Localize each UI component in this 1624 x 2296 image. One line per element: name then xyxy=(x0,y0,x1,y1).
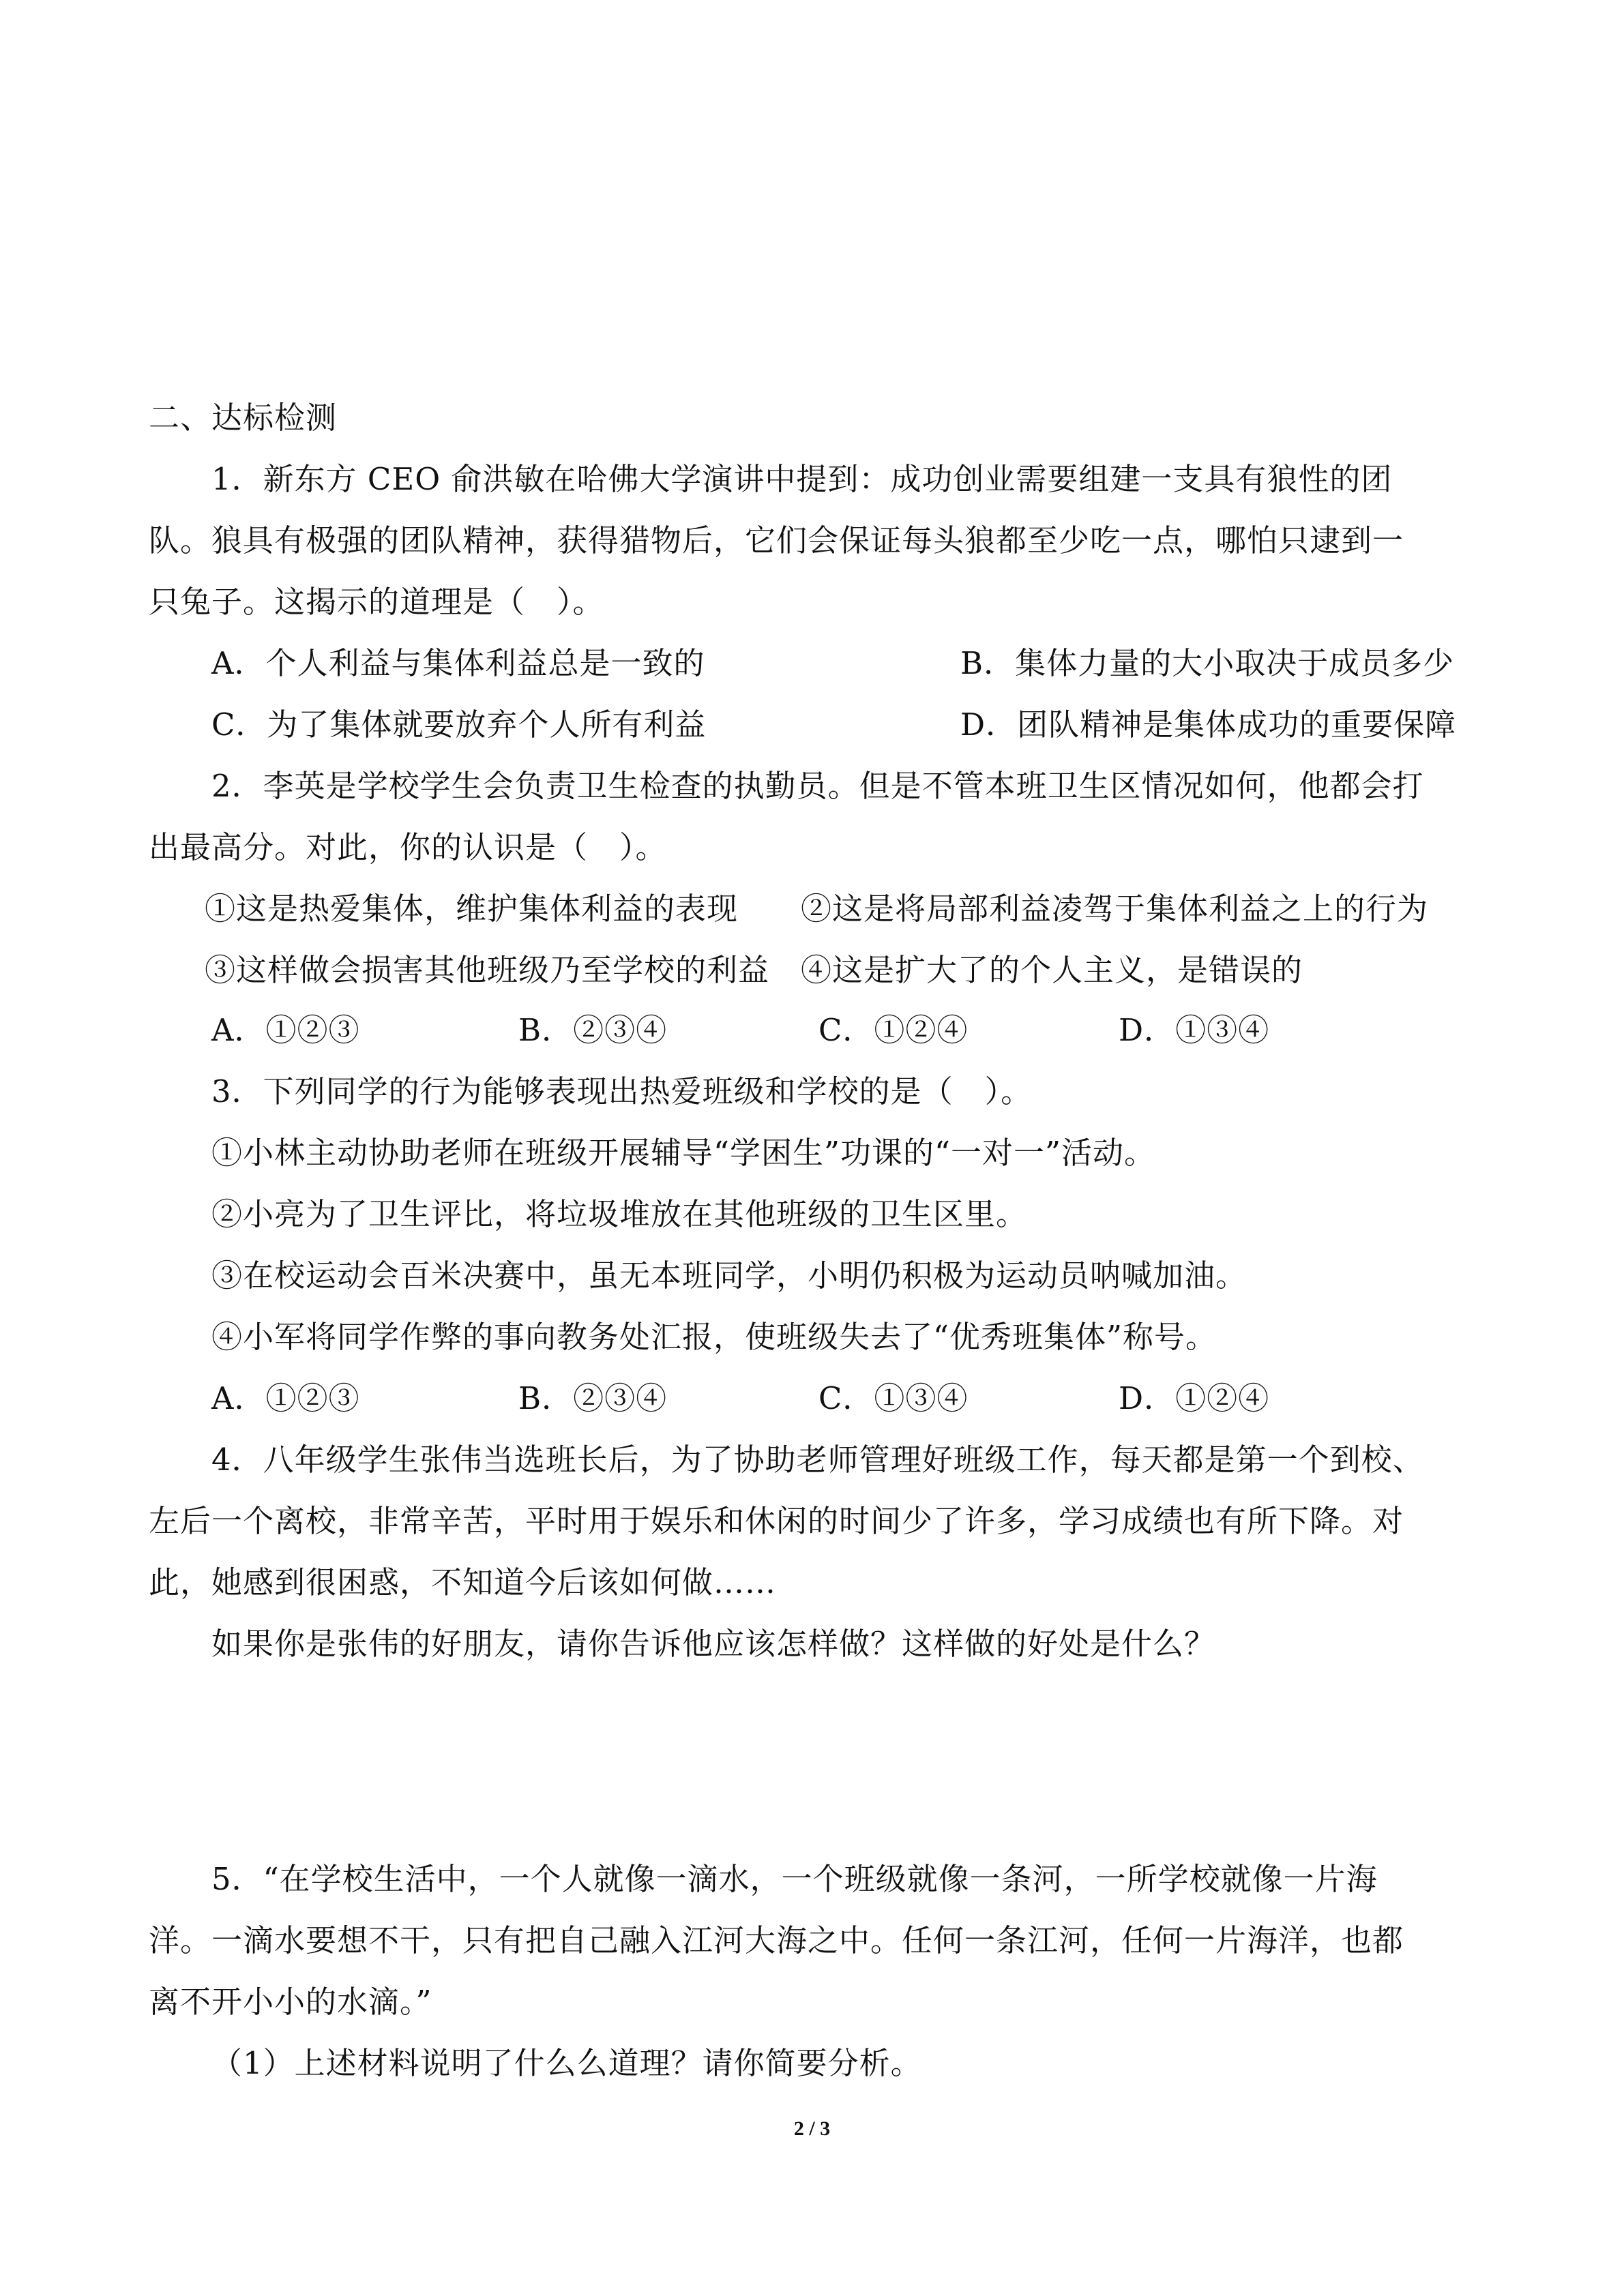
q3-statement-4: ④小军将同学作弊的事向教务处汇报，使班级失去了“优秀班集体”称号。 xyxy=(211,1319,1217,1355)
q3-statement-2: ②小亮为了卫生评比，将垃圾堆放在其他班级的卫生区里。 xyxy=(211,1196,1028,1232)
q2-stem-line-2: 出最高分。对此，你的认识是（ ）。 xyxy=(149,829,667,865)
q3-option-b: B．②③④ xyxy=(518,1380,668,1416)
q1-option-c: C．为了集体就要放弃个人所有利益 xyxy=(211,706,707,743)
q2-stem-line-1: 2．李英是学校学生会负责卫生检查的执勤员。但是不管本班卫生区情况如何，他都会打 xyxy=(211,768,1424,804)
q2-statements-line-1: ①这是热爱集体，维护集体利益的表现 ②这是将局部利益凌驾于集体利益之上的行为 xyxy=(205,891,1429,927)
q3-statement-1: ①小林主动协助老师在班级开展辅导“学困生”功课的“一对一”活动。 xyxy=(211,1135,1156,1171)
q1-option-b: B．集体力量的大小取决于成员多少 xyxy=(960,645,1455,681)
q3-stem: 3．下列同学的行为能够表现出热爱班级和学校的是（ ）。 xyxy=(211,1073,1033,1109)
q2-statements-line-2: ③这样做会损害其他班级乃至学校的利益 ④这是扩大了的个人主义，是错误的 xyxy=(205,952,1303,988)
q5-subquestion-1: （1）上述材料说明了什么么道理？请你简要分析。 xyxy=(211,2045,922,2081)
q3-option-c: C．①③④ xyxy=(818,1380,969,1416)
q4-prompt: 如果你是张伟的好朋友，请你告诉他应该怎样做？这样做的好处是什么？ xyxy=(211,1626,1216,1662)
q4-stem-line-1: 4．八年级学生张伟当选班长后，为了协助老师管理好班级工作，每天都是第一个到校、 xyxy=(211,1442,1424,1478)
section-heading: 二、达标检测 xyxy=(149,400,338,436)
q2-option-a: A．①②③ xyxy=(211,1012,360,1048)
q4-stem-line-2: 左后一个离校，非常辛苦，平时用于娱乐和休闲的时间少了许多，学习成绩也有所下降。对 xyxy=(149,1503,1404,1539)
q5-stem-line-1: 5．“在学校生活中，一个人就像一滴水，一个班级就像一条河，一所学校就像一片海 xyxy=(211,1861,1378,1897)
q2-option-d: D．①③④ xyxy=(1119,1012,1270,1048)
q1-option-d: D．团队精神是集体成功的重要保障 xyxy=(960,706,1457,743)
q4-stem-line-3: 此，她感到很困惑，不知道今后该如何做…… xyxy=(149,1564,777,1600)
q1-option-a: A．个人利益与集体利益总是一致的 xyxy=(211,645,705,681)
q3-option-d: D．①②④ xyxy=(1119,1380,1270,1416)
q2-option-c: C．①②④ xyxy=(818,1012,969,1048)
q2-option-b: B．②③④ xyxy=(518,1012,668,1048)
q5-stem-line-2: 洋。一滴水要想不干，只有把自己融入江河大海之中。任何一条江河，任何一片海洋，也都 xyxy=(149,1922,1404,1958)
q1-stem-line-2: 队。狼具有极强的团队精神，获得猎物后，它们会保证每头狼都至少吃一点，哪怕只逮到一 xyxy=(149,522,1404,558)
page-number: 2 / 3 xyxy=(793,2117,831,2140)
q1-stem-line-3: 只兔子。这揭示的道理是（ ）。 xyxy=(149,584,604,620)
q1-stem-line-1: 1．新东方 CEO 俞洪敏在哈佛大学演讲中提到：成功创业需要组建一支具有狼性的团 xyxy=(211,461,1393,497)
q5-stem-line-3: 离不开小小的水滴。” xyxy=(149,1984,432,2020)
q3-statement-3: ③在校运动会百米决赛中，虽无本班同学，小明仍积极为运动员呐喊加油。 xyxy=(211,1257,1247,1294)
q3-option-a: A．①②③ xyxy=(211,1380,360,1416)
